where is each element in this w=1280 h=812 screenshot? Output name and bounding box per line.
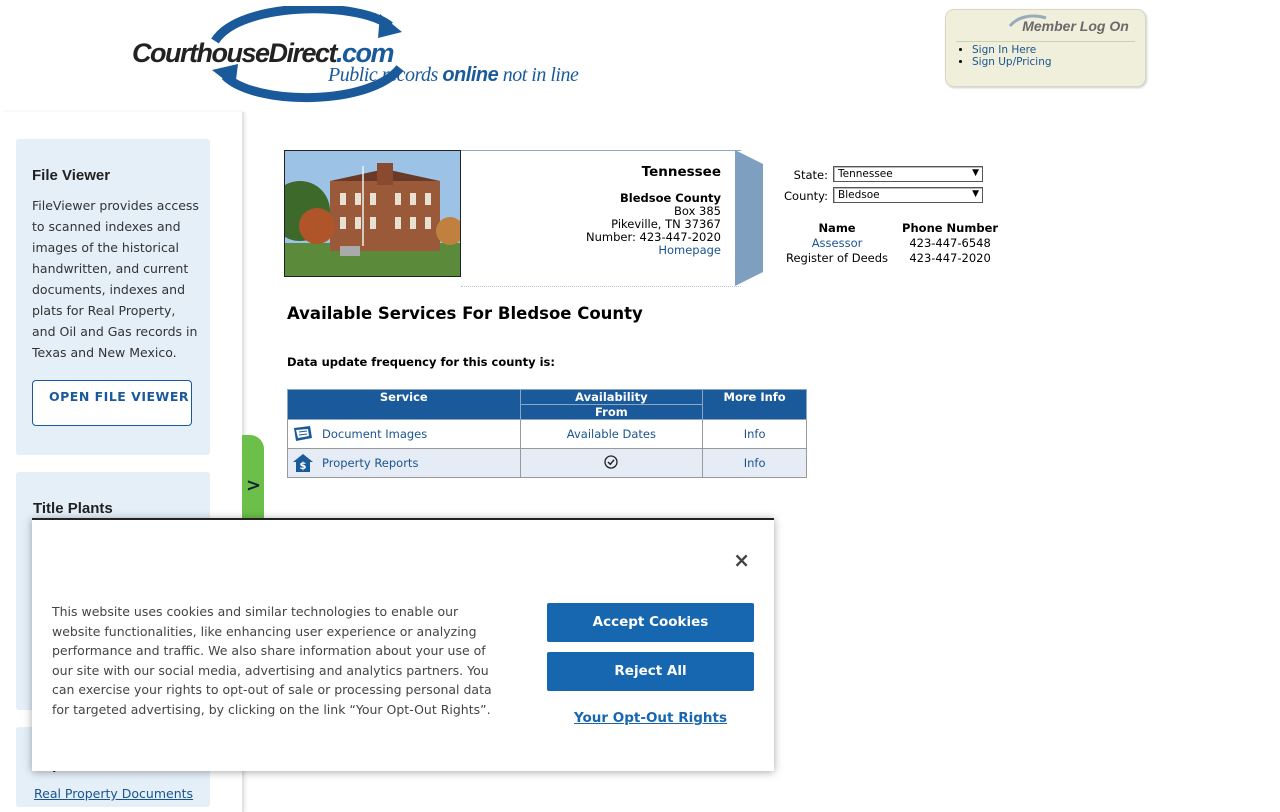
state-select[interactable] (833, 166, 983, 182)
member-links (956, 44, 1052, 68)
contact-phone: 423-447-2020 (909, 251, 991, 265)
accept-cookies-button[interactable]: Accept Cookies (547, 603, 754, 642)
county-details-frame (461, 150, 741, 287)
county-homepage-link[interactable]: Homepage (658, 243, 721, 257)
opt-out-rights-link[interactable]: Your Opt-Out Rights (573, 710, 727, 726)
contacts-header-name: Name (818, 221, 856, 235)
cookie-description: This website uses cookies and similar technologies to enable our website functionalities, like enhancing user experience or analyzing performance and traffic. We also share information about your use of our site with our social media, advertising and analytics partners. You can exercise your rights to opt-out of sale or processing personal data for targeted advertising, by clicking on the link “Your Opt-Out Rights”. (52, 604, 492, 717)
table-row (288, 449, 807, 478)
table-row (288, 420, 807, 449)
svg-text:$: $ (299, 461, 307, 472)
chevron-right-icon: > (246, 475, 262, 496)
county-select[interactable] (833, 187, 983, 203)
header-availability: Availability (520, 390, 703, 405)
contact-row (780, 237, 1004, 250)
contact-row (780, 252, 1004, 265)
close-icon[interactable]: × (733, 548, 750, 572)
file-viewer-title: File Viewer (32, 167, 111, 184)
county-address-line1: Box 385 (674, 204, 721, 218)
member-link-item (972, 56, 1052, 68)
chevron-down-icon: ▼ (972, 168, 979, 178)
assessor-link[interactable]: Assessor (811, 236, 863, 250)
county-contacts-table (778, 220, 1006, 267)
contact-name: Register of Deeds (786, 251, 889, 265)
courthouse-photo (284, 150, 461, 277)
file-viewer-card (16, 139, 210, 455)
county-select-value: Bledsoe (838, 189, 880, 201)
check-circle-icon (604, 455, 618, 469)
document-images-icon (292, 424, 314, 444)
cookie-consent-dialog (32, 518, 774, 771)
site-logo[interactable] (130, 6, 590, 106)
county-address-line2: Pikeville, TN 37367 (611, 217, 721, 231)
state-label: State: (793, 168, 828, 182)
sign-up-link[interactable]: Sign Up/Pricing (972, 56, 1052, 68)
document-images-info-link[interactable]: Info (743, 427, 766, 441)
county-state: Tennessee (641, 164, 721, 180)
open-file-viewer-button[interactable]: OPEN FILE VIEWER (32, 380, 192, 426)
member-logon-panel (945, 9, 1146, 87)
divider (956, 41, 1135, 42)
document-images-link[interactable]: Document Images (322, 427, 428, 441)
sign-in-link[interactable]: Sign In Here (972, 44, 1037, 56)
header-service: Service (288, 390, 521, 420)
available-services-title: Available Services For Bledsoe County (287, 304, 643, 323)
title-plants-title: Title Plants (33, 500, 113, 517)
update-frequency-label: Data update frequency for this county is: (287, 355, 556, 369)
property-reports-link[interactable]: Property Reports (322, 456, 419, 470)
logo-tagline: Public records online not in line (328, 64, 579, 86)
county-name: Bledsoe County (620, 191, 721, 205)
real-property-documents-link[interactable]: Real Property Documents (34, 786, 194, 801)
chevron-down-icon: ▼ (972, 189, 979, 199)
county-box-tab-icon (735, 150, 763, 286)
property-reports-info-link[interactable]: Info (743, 456, 766, 470)
available-dates-link[interactable]: Available Dates (566, 427, 656, 441)
county-phone-number: Number: 423-447-2020 (586, 230, 721, 244)
county-label: County: (784, 189, 828, 203)
reject-all-button[interactable]: Reject All (547, 652, 754, 691)
member-link-item (972, 44, 1052, 56)
header-more-info: More Info (703, 390, 807, 420)
contacts-header-phone: Phone Number (902, 221, 999, 235)
county-details (586, 166, 721, 257)
logo-wordmark: CourthouseDirect.com (132, 38, 394, 68)
header-from: From (520, 405, 703, 420)
county-info-box (284, 150, 739, 287)
property-report-icon (292, 453, 314, 473)
member-logon-title: Member Log On (1022, 18, 1129, 34)
file-viewer-description: FileViewer provides access to scanned indexes and images of the historical handwritten, and current documents, indexes and plats for Real Property, and Oil and Gas records in Texas and New Mexico. (32, 198, 199, 360)
state-select-value: Tennessee (838, 168, 893, 180)
contact-phone: 423-447-6548 (909, 236, 991, 250)
services-table (287, 389, 807, 478)
